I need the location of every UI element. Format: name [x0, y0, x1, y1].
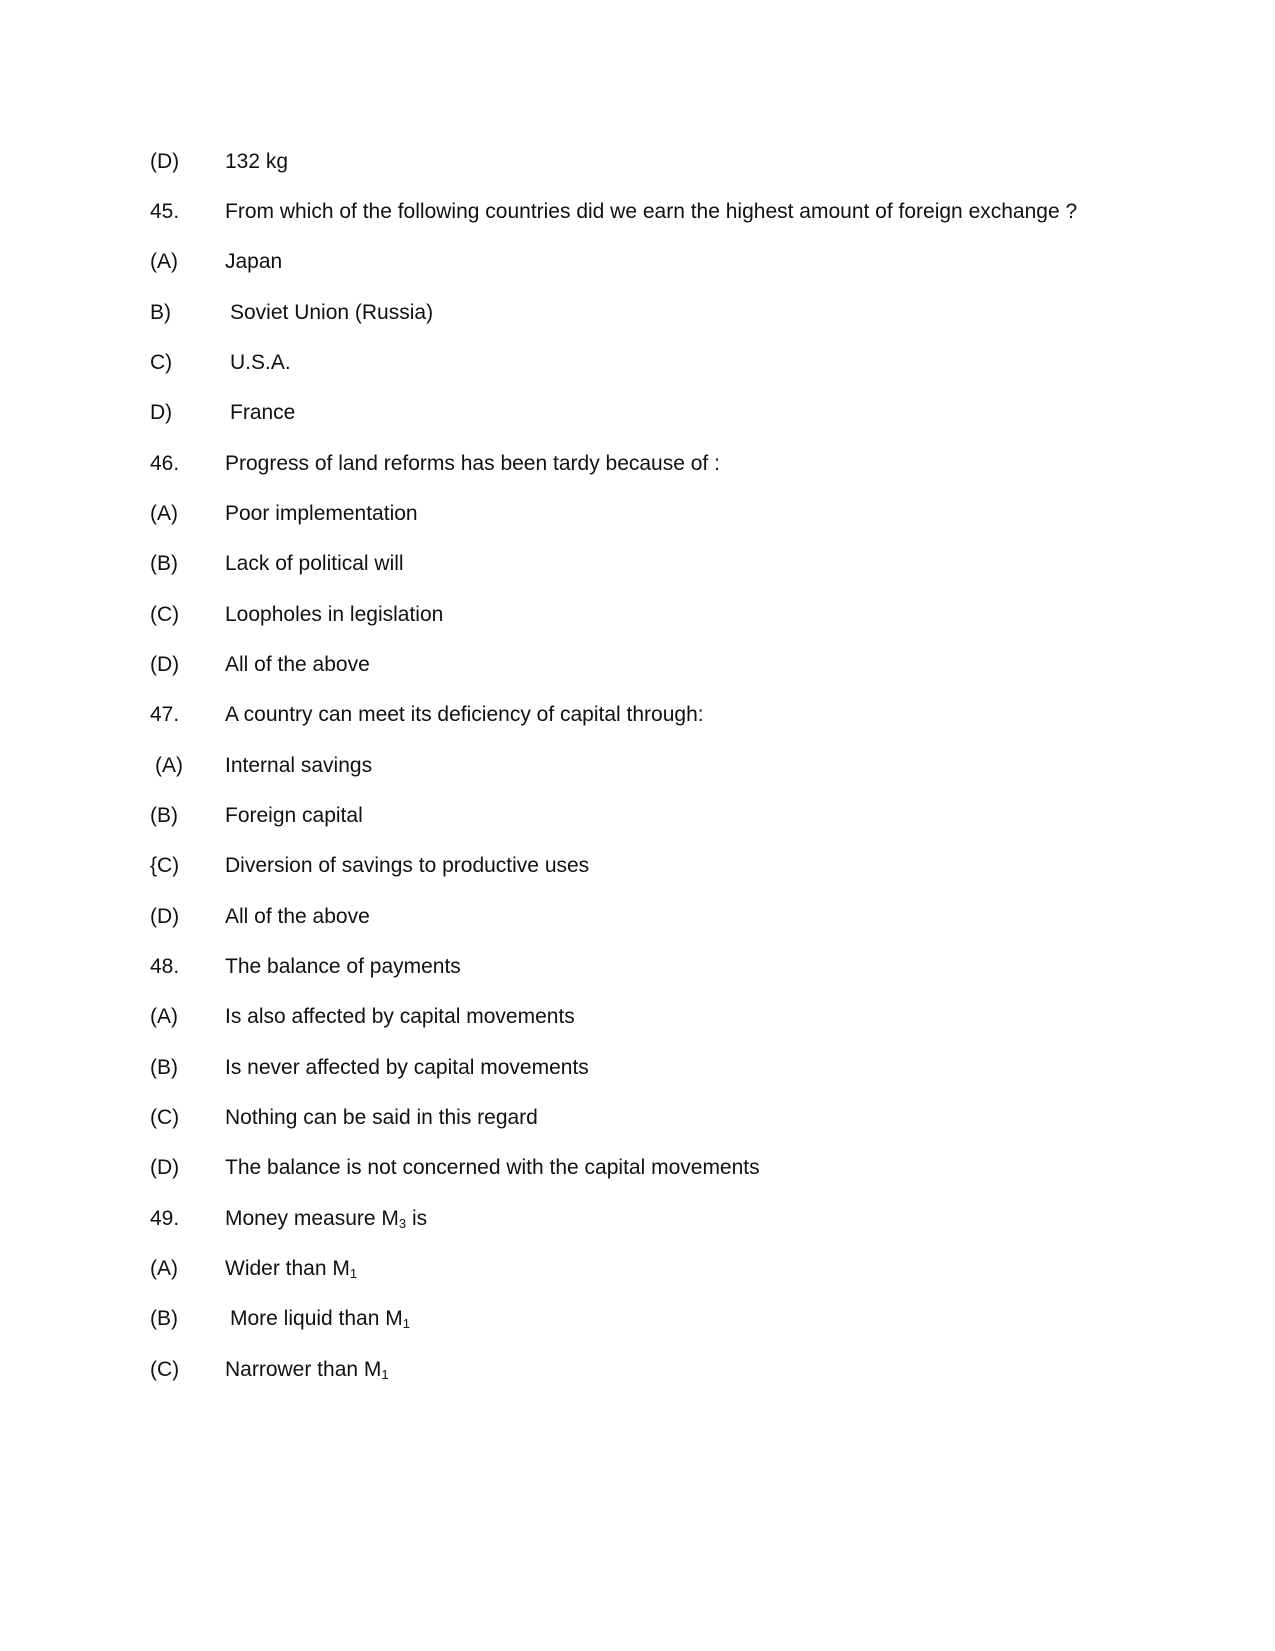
option-text — [230, 1303, 410, 1335]
option-text: Soviet Union (Russia) — [230, 301, 434, 324]
option-label: D) — [150, 401, 173, 424]
option-line — [0, 649, 1275, 681]
option-line — [0, 1253, 1275, 1285]
question-text — [225, 1203, 427, 1235]
option-label: (B) — [150, 1056, 178, 1079]
option-line — [0, 901, 1275, 933]
option-label: {C) — [150, 854, 180, 877]
option-label: (C) — [150, 1106, 180, 1129]
question-number: 48. — [150, 955, 180, 978]
option-label: (B) — [150, 552, 178, 575]
option-line — [0, 850, 1275, 882]
option-line — [0, 347, 1275, 379]
question-text: From which of the following countries did we earn the highest amount of foreign exchange ? — [225, 200, 1078, 223]
option-text: Nothing can be said in this regard — [225, 1106, 538, 1129]
option-label: (A) — [155, 754, 183, 777]
option-line — [0, 750, 1275, 782]
option-text: Lack of political will — [225, 552, 404, 575]
question-number: 46. — [150, 452, 180, 475]
subscript: 1 — [349, 1266, 358, 1281]
option-label: (D) — [150, 1156, 180, 1179]
option-text: Internal savings — [225, 754, 373, 777]
question-line — [0, 448, 1275, 480]
option-text: Is also affected by capital movements — [225, 1005, 575, 1028]
option-label: (A) — [150, 250, 178, 273]
option-text: U.S.A. — [230, 351, 291, 374]
option-text-main: Narrower than M — [225, 1358, 382, 1381]
option-line — [0, 1001, 1275, 1033]
question-text-main: Money measure M — [225, 1207, 399, 1230]
question-line — [0, 699, 1275, 731]
option-line — [0, 1052, 1275, 1084]
option-label: (B) — [150, 804, 178, 827]
option-line — [0, 246, 1275, 278]
option-line — [0, 1303, 1275, 1335]
option-text: 132 kg — [225, 150, 289, 173]
option-text: All of the above — [225, 905, 370, 928]
option-label: (D) — [150, 150, 180, 173]
question-line — [0, 1203, 1275, 1235]
option-text — [225, 1354, 389, 1386]
subscript: 1 — [381, 1367, 389, 1382]
option-text: Foreign capital — [225, 804, 363, 827]
option-line — [0, 548, 1275, 580]
option-line — [0, 1354, 1275, 1386]
question-number: 47. — [150, 703, 180, 726]
option-line — [0, 800, 1275, 832]
option-label: (A) — [150, 1257, 178, 1280]
option-line — [0, 599, 1275, 631]
option-label: (D) — [150, 653, 180, 676]
option-text: Is never affected by capital movements — [225, 1056, 589, 1079]
subscript: 1 — [402, 1316, 410, 1331]
option-label: (C) — [150, 603, 180, 626]
question-text-suffix: is — [406, 1207, 428, 1230]
option-text: France — [230, 401, 296, 424]
option-line — [0, 1152, 1275, 1184]
question-text: A country can meet its deficiency of capital through: — [225, 703, 704, 726]
option-line — [0, 1102, 1275, 1134]
option-label: (D) — [150, 905, 180, 928]
question-line — [0, 951, 1275, 983]
option-text: Diversion of savings to productive uses — [225, 854, 590, 877]
option-label: (B) — [150, 1307, 178, 1330]
option-text: Japan — [225, 250, 283, 273]
option-text-main: Wider than M — [225, 1257, 350, 1280]
option-text: The balance is not concerned with the capital movements — [225, 1156, 760, 1179]
option-label: (A) — [150, 1005, 178, 1028]
option-text-main: More liquid than M — [230, 1307, 403, 1330]
question-text: The balance of payments — [225, 955, 461, 978]
subscript: 3 — [398, 1216, 407, 1231]
option-line — [0, 146, 1275, 178]
option-label: B) — [150, 301, 171, 324]
question-number: 45. — [150, 200, 180, 223]
option-line — [0, 498, 1275, 530]
option-line — [0, 297, 1275, 329]
question-line — [0, 196, 1275, 228]
option-label: (C) — [150, 1358, 180, 1381]
question-text: Progress of land reforms has been tardy because of : — [225, 452, 720, 475]
question-number: 49. — [150, 1207, 180, 1230]
option-label: C) — [150, 351, 173, 374]
option-text — [225, 1253, 357, 1285]
option-text: All of the above — [225, 653, 370, 676]
option-text: Loopholes in legislation — [225, 603, 444, 626]
option-text: Poor implementation — [225, 502, 418, 525]
option-label: (A) — [150, 502, 178, 525]
option-line — [0, 397, 1275, 429]
